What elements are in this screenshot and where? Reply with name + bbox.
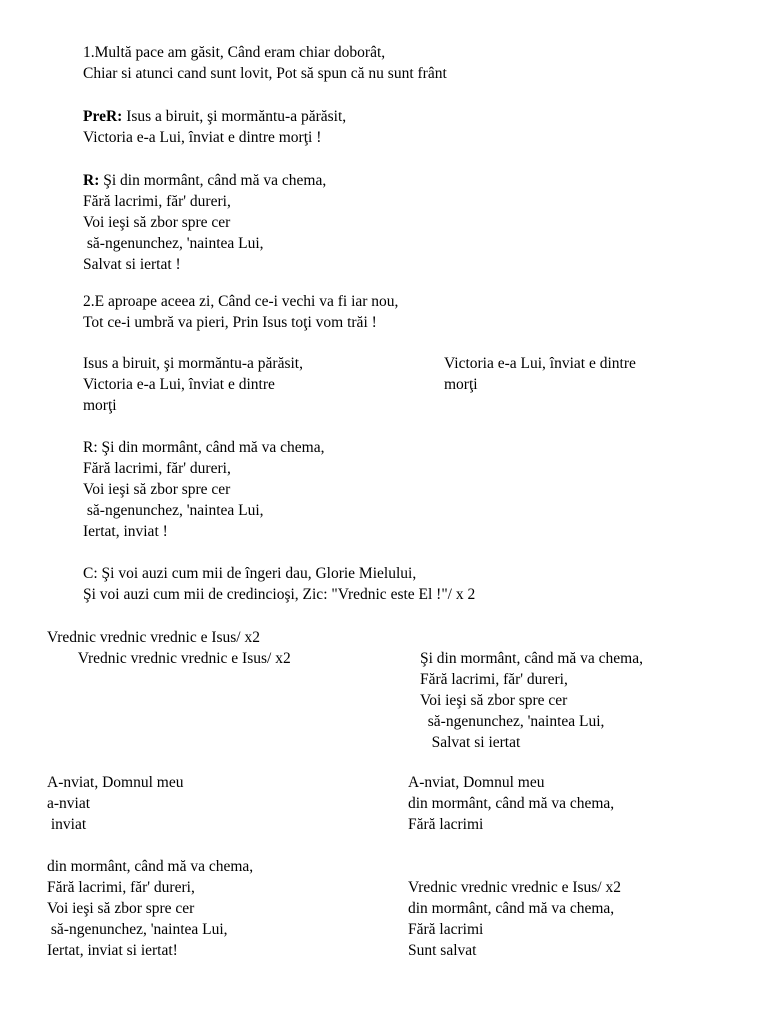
lyric-line: Fără lacrimi — [408, 921, 484, 938]
lyric-line: morţi — [83, 397, 117, 414]
lyric-line: Chiar si atunci cand sunt lovit, Pot să spun că nu sunt frânt — [83, 65, 447, 82]
lyric-line: Iertat, inviat si iertat! — [47, 942, 178, 959]
lyric-line: 1.Multă pace am găsit, Când eram chiar doborât, — [83, 44, 386, 61]
prechorus-label: PreR: — [83, 108, 123, 125]
lyric-line: Fără lacrimi, făr' dureri, — [47, 879, 195, 896]
lyric-line: Fără lacrimi — [408, 816, 484, 833]
lyric-line: Tot ce-i umbră va pieri, Prin Isus toţi vom trăi ! — [83, 314, 377, 331]
lyric-line: din mormânt, când mă va chema, — [408, 900, 615, 917]
lyric-line: a-nviat — [47, 795, 91, 812]
prechorus-2-right — [444, 353, 636, 395]
lyric-line: din mormânt, când mă va chema, — [408, 795, 615, 812]
lyric-line: Vrednic vrednic vrednic e Isus/ x2 — [47, 650, 291, 667]
lyric-line: A-nviat, Domnul meu — [408, 774, 545, 791]
lyric-line: Iertat, inviat ! — [83, 523, 168, 540]
lyric-line: R: Şi din mormânt, când mă va chema, — [83, 439, 325, 456]
lyric-line: Şi voi auzi cum mii de credincioşi, Zic: "Vrednic este El !"/ x 2 — [83, 586, 476, 603]
lyric-text: Şi din mormânt, când mă va chema, — [99, 172, 327, 189]
anviat-right — [408, 772, 614, 835]
prechorus-2-left — [83, 353, 303, 416]
lyric-line: să-ngenunchez, 'naintea Lui, — [83, 502, 264, 519]
lyric-line: 2.E aproape aceea zi, Când ce-i vechi va fi iar nou, — [83, 293, 399, 310]
lyric-line: să-ngenunchez, 'naintea Lui, — [420, 713, 605, 730]
chorus-label: R: — [83, 172, 100, 189]
lyric-line: să-ngenunchez, 'naintea Lui, — [83, 235, 264, 252]
chorus-3-right — [420, 648, 643, 753]
anviat-left — [47, 772, 183, 835]
prechorus — [83, 106, 346, 148]
lyric-line: Vrednic vrednic vrednic e Isus/ x2 — [408, 879, 621, 896]
chorus-1 — [83, 170, 326, 275]
final-left — [47, 856, 253, 961]
lyric-line: Isus a biruit, şi mormăntu-a părăsit, — [83, 355, 303, 372]
lyric-line: Şi din mormânt, când mă va chema, — [420, 650, 643, 667]
chorus-2 — [83, 437, 324, 542]
verse-2 — [83, 291, 398, 333]
vrednic-left — [47, 627, 291, 669]
lyric-line: Victoria e-a Lui, înviat e dintre — [83, 376, 275, 393]
lyric-line: Voi ieşi să zbor spre cer — [420, 692, 568, 709]
lyric-line: Voi ieşi să zbor spre cer — [83, 481, 231, 498]
lyric-line: Voi ieşi să zbor spre cer — [83, 214, 231, 231]
lyric-line: din mormânt, când mă va chema, — [47, 858, 254, 875]
lyric-line: morţi — [444, 376, 478, 393]
lyric-line: Vrednic vrednic vrednic e Isus/ x2 — [47, 629, 260, 646]
lyric-line: Salvat si iertat ! — [83, 256, 181, 273]
final-right — [408, 877, 621, 961]
lyric-line — [83, 170, 326, 191]
lyric-line: Victoria e-a Lui, înviat e dintre morţi ! — [83, 129, 322, 146]
lyric-line: Fără lacrimi, făr' dureri, — [420, 671, 568, 688]
lyric-line: A-nviat, Domnul meu — [47, 774, 184, 791]
lyric-line: Salvat si iertat — [420, 734, 521, 751]
lyric-line: C: Şi voi auzi cum mii de îngeri dau, Glorie Mielului, — [83, 565, 417, 582]
lyric-line — [83, 106, 346, 127]
lyric-line: Fără lacrimi, făr' dureri, — [83, 193, 231, 210]
lyric-line: Sunt salvat — [408, 942, 477, 959]
lyric-line: Voi ieşi să zbor spre cer — [47, 900, 195, 917]
lyric-line: inviat — [47, 816, 87, 833]
lyric-line: să-ngenunchez, 'naintea Lui, — [47, 921, 228, 938]
lyric-text: Isus a biruit, şi mormăntu-a părăsit, — [122, 108, 347, 125]
lyric-line: Fără lacrimi, făr' dureri, — [83, 460, 231, 477]
lyric-line: Victoria e-a Lui, înviat e dintre — [444, 355, 636, 372]
verse-1 — [83, 42, 447, 84]
bridge — [83, 563, 475, 605]
